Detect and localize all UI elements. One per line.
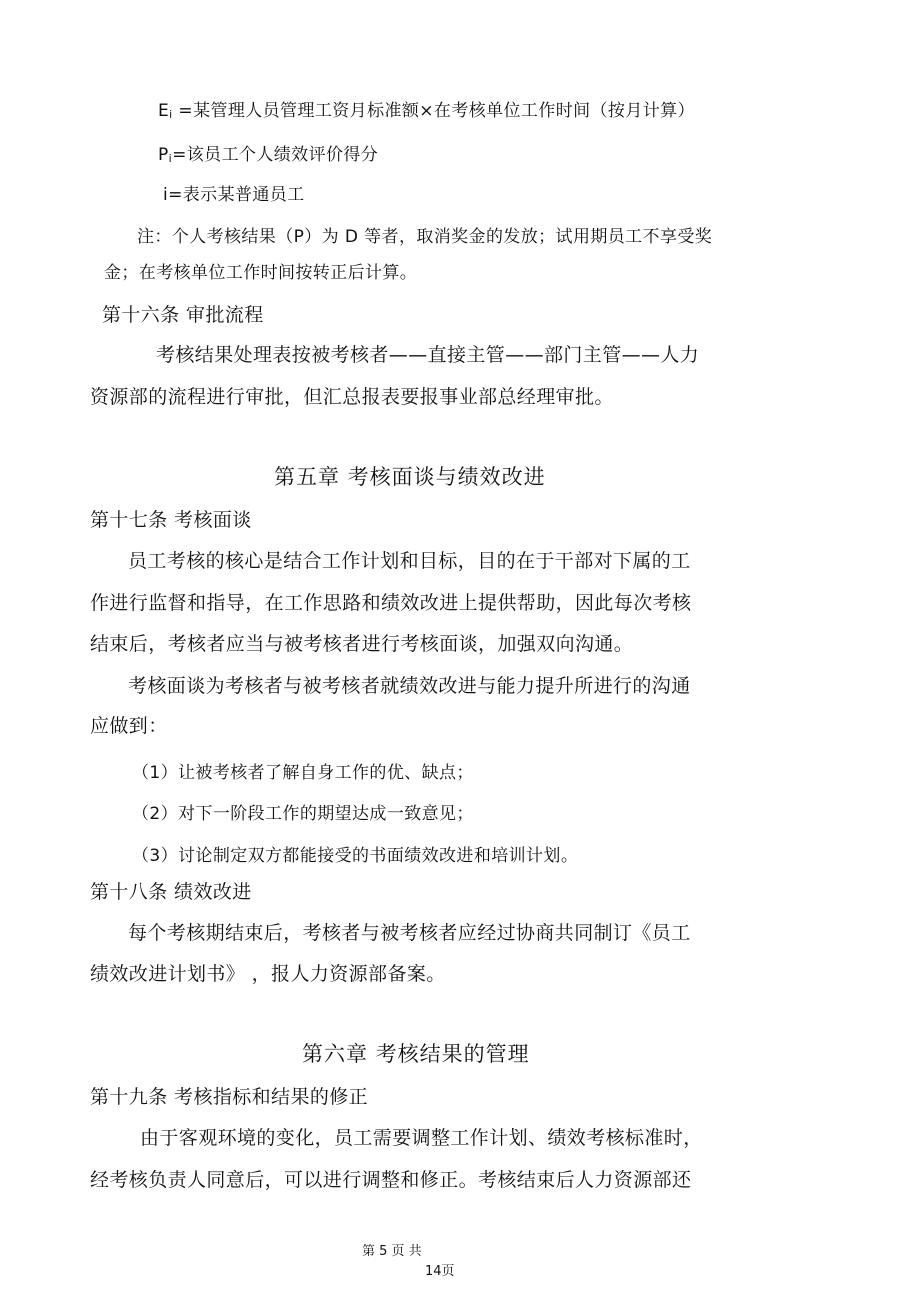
article-17-para1-line2: 作进行监督和指导，在工作思路和绩效改进上提供帮助，因此每次考核 <box>90 592 692 614</box>
article-17-item-2: （2）对下一阶段工作的期望达成一致意见； <box>132 804 474 824</box>
article-17-para1-line1: 员工考核的核心是结合工作计划和目标，目的在于干部对下属的工 <box>128 550 691 572</box>
article-17-item-1: （1）让被考核者了解自身工作的优、缺点； <box>132 763 474 783</box>
article-16-title: 第十六条 审批流程 <box>102 304 264 326</box>
chapter-6-title: 第六章 考核结果的管理 <box>302 1042 530 1066</box>
article-19-line-2: 经考核负责人同意后，可以进行调整和修正。考核结束后人力资源部还 <box>90 1169 692 1191</box>
p-subscript: i <box>168 152 173 165</box>
p-symbol: P <box>158 145 169 165</box>
article-19-title: 第十九条 考核指标和结果的修正 <box>90 1086 369 1108</box>
article-17-item-3: （3）讨论制定双方都能接受的书面绩效改进和培训计划。 <box>132 846 579 866</box>
chapter-5-title: 第五章 考核面谈与绩效改进 <box>274 465 546 489</box>
page-footer-page: 第 5 页 共 <box>362 1244 422 1259</box>
e-definition: =某管理人员管理工资月标准额×在考核单位工作时间（按月计算） <box>172 101 695 121</box>
article-17-para2-line1: 考核面谈为考核者与被考核者就绩效改进与能力提升所进行的沟通 <box>128 675 691 697</box>
article-18-line-1: 每个考核期结束后，考核者与被考核者应经过协商共同制订《员工 <box>128 922 691 944</box>
article-17-para2-line2: 应做到： <box>90 715 168 737</box>
article-17-title: 第十七条 考核面谈 <box>90 509 252 531</box>
note-line-2: 金；在考核单位工作时间按转正后计算。 <box>104 263 418 283</box>
page-footer-total: 14页 <box>425 1264 455 1279</box>
e-subscript: i <box>169 108 173 121</box>
p-definition: =该员工个人绩效评价得分 <box>172 145 379 165</box>
formula-p-line <box>158 143 378 171</box>
e-symbol: E <box>158 101 170 121</box>
article-17-para1-line3: 结束后，考核者应当与被考核者进行考核面谈，加强双向沟通。 <box>90 633 634 655</box>
formula-i-line: i=表示某普通员工 <box>163 185 305 205</box>
article-16-line-2: 资源部的流程进行审批，但汇总报表要报事业部总经理审批。 <box>90 386 614 408</box>
article-18-title: 第十八条 绩效改进 <box>90 881 252 903</box>
note-line-1: 注：个人考核结果（P）为 D 等者，取消奖金的发放；试用期员工不享受奖 <box>137 227 713 247</box>
formula-e-line <box>158 99 695 127</box>
article-18-line-2: 绩效改进计划书》 ，报人力资源部备案。 <box>90 963 446 985</box>
article-16-line-1: 考核结果处理表按被考核者——直接主管——部门主管——人力 <box>156 344 700 366</box>
article-19-line-1: 由于客观环境的变化，员工需要调整工作计划、绩效考核标准时， <box>140 1127 703 1149</box>
